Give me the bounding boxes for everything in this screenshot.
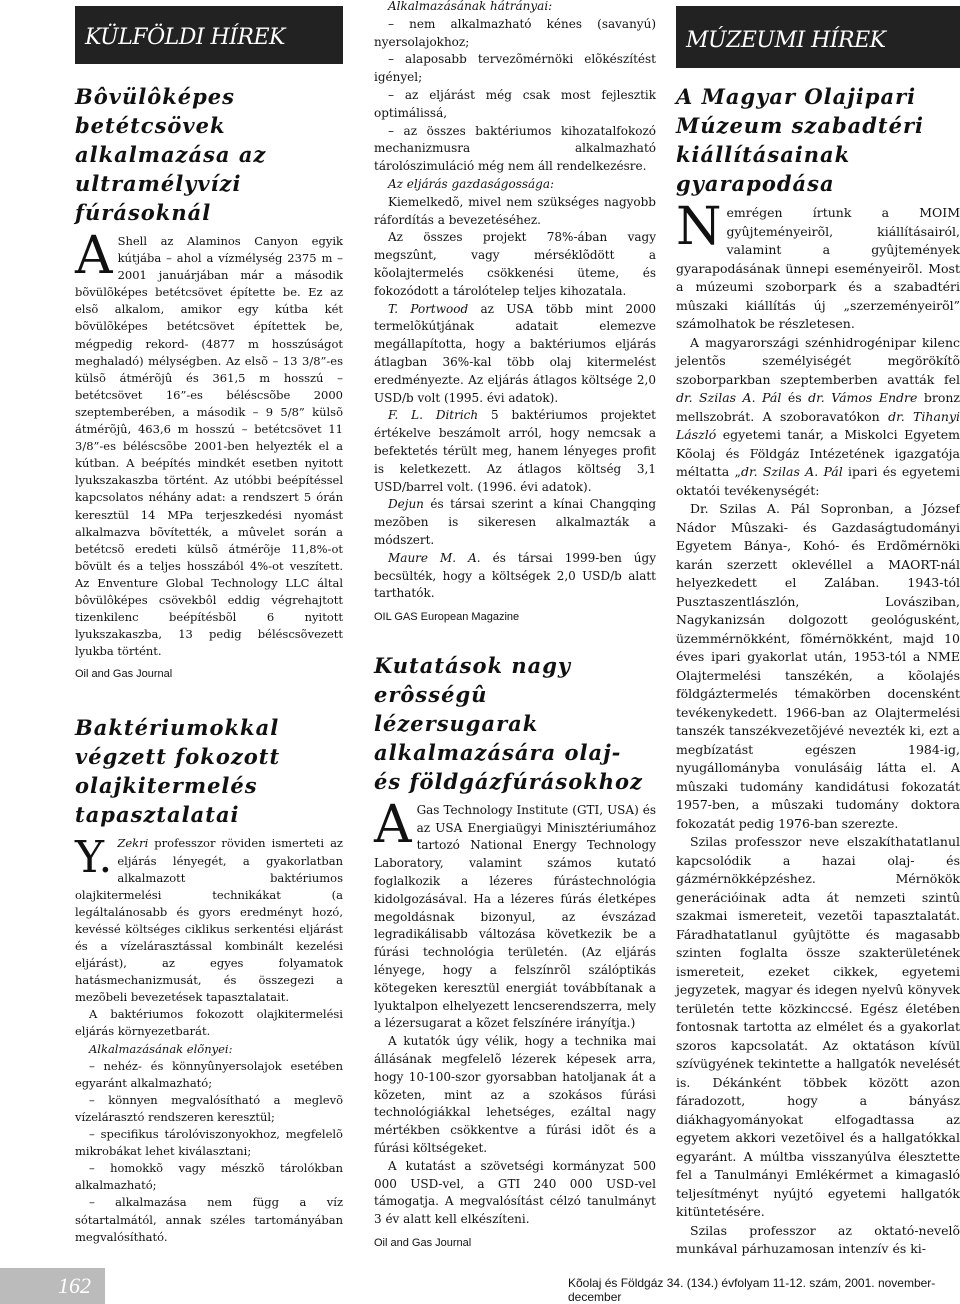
paragraph-text: 5 baktériumos projektet értékelve beszámolt arról, hogy nemcsak a befektetés térült meg, hanem lényeges profit is keletkezett. Az átlagos költség 3,1 USD/barrel volt. (1996. évi adatok). [374, 408, 657, 494]
middle-column [374, 0, 656, 1253]
article-body [374, 794, 656, 1033]
subhead-economy [374, 176, 656, 194]
article-title-expandable-casing: Bôvülôképes betétcsövek alkalmazása az ultramélyvízi fúrásoknál [75, 84, 267, 225]
article-paragraph [374, 407, 656, 496]
section-banner-foreign-news: KÜLFÖLDI HÍREK [75, 6, 343, 64]
article-paragraph: Dr. Szilas A. Pál Sopronban, a József Nádor Mûszaki- és Gazdaságtudományi Egyetem Bánya-, Kohó- és Erdõmérnöki karán szerzett oklevéllel a MAORT-nál helyezkedett el Zalában. 1943-tól Pusztaszentlászlón, Lovásziban, Nagykanizsán dolgozott geológusként, üzemmérnökként, fõmérnökként, majd 10 éves ipari gyakorlat után, 1953-tól a NME Olajtermelési tanszékén, a kõolajés földgáztermelés témakörben docensként tevékenykedett. 1966-ban az Olajtermelési tanszék tanszékvezetõjévé nevezték ki, ezt a megbízatást egészen 1984-ig, nyugállományba vonulásáig látta el. A mûszaki tudomány kandidátusi fokozatát 1957-ben, a mûszaki tudomány doktora fokozatát pedig 1976-ban szerezte. [676, 501, 960, 831]
list-item: – homokkõ vagy mészkõ tárolókban alkalmazható; [75, 1161, 343, 1193]
article-body [676, 197, 960, 334]
person-name: dr. Szilas A. Pál [741, 464, 843, 479]
article-source: Oil and Gas Journal [75, 668, 173, 681]
paragraph-text: és társai 1999-ben úgy becsülték, hogy a költségek 2,0 USD/b alatt tarthatók. [374, 550, 656, 601]
author-name: T. Portwood [388, 301, 469, 316]
subhead-disadvantages [374, 0, 656, 16]
article-title-bacterial-eor: Baktériumokkal végzett fokozott olajkitermelés tapasztalatai [75, 715, 281, 828]
paragraph-text: és társai szerint a kínai Changqing mezõben is sikeresen alkalmazták a módszert. [374, 497, 656, 547]
article-paragraph: Kiemelkedõ, mivel nem szükséges nagyobb ráfordítás a bevezetéséhez. [374, 194, 656, 227]
drop-cap: N [676, 197, 722, 257]
article-body [75, 226, 343, 660]
person-name: dr. Tihanyi László [676, 408, 960, 442]
paragraph-text: egyetemi tanár, a Miskolci Egyetem Kõolaj és Földgáz Intézetének igazgatója méltatta „ [676, 427, 960, 479]
article-source: OIL GAS European Magazine [374, 611, 520, 624]
article-paragraph [676, 334, 960, 501]
list-item: – specifikus tárolóviszonyokhoz, megfelelõ mikrobákat lehet kiválasztani; [75, 1127, 343, 1159]
article-paragraph [374, 550, 656, 603]
article-paragraph [374, 496, 656, 549]
article-paragraph: A kutatók úgy vélik, hogy a technika mai állásának megfelelõ lézerek képesek arra, hogy 10-100-szor gyorsabban hatoljanak át a kõzeten, mint az a szokásos fúrási technológiákkal lehetséges, ezáltal nagy mértékben csökkentve a fúrási idõt és a fúrási költségeket. [374, 1034, 656, 1156]
article-paragraph: emrégen írtunk a MOIM gyûjteményeirõl, kiállításairól, valamint a gyûjtemények gyarapodásának ünnepi eseményeirõl. Most a múzeumi szoborpark és a szabadtéri mûszaki kiállítás új „szerzeményeirõl” számolhatok be részletesen. [676, 205, 960, 331]
subhead-label: Alkalmazásának hátrányai: [388, 0, 553, 13]
article-paragraph: Gas Technology Institute (GTI, USA) és az USA Energiaügyi Minisztériumához tartozó National Energy Technology Laboratory, valamint számos kutató foglalkozik a lézeres fúrástechnológia kidolgozásával. Ha a lézeres fúrás életképes megoldásnak bizonyul, az évszázad legradikálisabb változása következik be a fúrási technológia területén. (Az eljárás lényege, hogy a felszínrõl szálóptikás kötegeken keresztül energiát továbbítanak a lyuktalpon elhelyezett lencserendszerra, mely a lézersugarat a kõzet felszínére irányítja.) [374, 802, 656, 1031]
list-item: – nem alkalmazható kénes (savanyú) nyersolajokhoz; [374, 16, 656, 49]
list-item: – nehéz- és könnyûnyersolajok esetében egyaránt alkalmazható; [75, 1058, 343, 1090]
article-source: Oil and Gas Journal [374, 1237, 472, 1250]
article-title-museum: A Magyar Olajipari Múzeum szabadtéri kiállításainak gyarapodása [676, 84, 925, 196]
article-paragraph: A kutatást a szövetségi kormányzat 500 000 USD-vel, a GTI 240 000 USD-vel támogatja. A megvalósítást célzó tanulmányt 3 év alatt kell elkészíteni. [374, 1158, 656, 1227]
left-column [75, 0, 343, 1246]
list-item: – könnyen megvalósítható a meglevõ vízelárasztó rendszeren keresztül; [75, 1092, 343, 1124]
article-paragraph: Szilas professzor az oktató-nevelõ munkával párhuzamosan intenzív és ki- [676, 1222, 960, 1256]
paragraph-text: és [781, 390, 809, 405]
subhead-advantages [75, 1041, 343, 1058]
article-paragraph [374, 301, 656, 408]
person-name: dr. Szilas A. Pál [676, 390, 782, 405]
article-body [75, 832, 343, 1006]
drop-cap: A [374, 794, 412, 855]
article-paragraph: A baktériumos fokozott olajkitermelési eljárás környezetbarát. [75, 1007, 343, 1039]
section-banner-museum-news: MÚZEUMI HÍREK [676, 6, 960, 68]
subhead-label: Az eljárás gazdaságossága: [388, 176, 555, 191]
list-item: – az összes baktériumos kihozatalfokozó mechanizmusra alkalmazható tárolószimuláció még nem áll rendelkezésre. [374, 123, 656, 174]
page-number: 162 [0, 1268, 105, 1304]
paragraph-text: az USA több mint 2000 termelõkútjának adatait elemezve megállapította, hogy a baktériumos eljárás átlagban 36%-kal több olaj kitermelést eredményezte. Az eljárás átlagos költsége 2,0 USD/b volt (1995. évi adatok). [374, 301, 656, 405]
subhead-label: Alkalmazásának elõnyei: [89, 1041, 233, 1056]
list-item: – alaposabb tervezõmérnöki elõkészítést igényel; [374, 52, 656, 85]
paragraph-text: ipari és egyetemi oktatói tevékenységét: [676, 464, 960, 498]
paragraph-text: A magyarországi szénhidrogénipar kilenc jelentõs személyiségét megörökítõ szoborparkban szeptemberben avatták fel [676, 334, 960, 387]
author-name: Dejun [388, 497, 424, 512]
drop-cap: Y. [75, 832, 113, 884]
drop-cap: A [75, 226, 113, 286]
journal-footer: Kõolaj és Földgáz 34. (134.) évfolyam 11-12. szám, 2001. november-december [568, 1276, 936, 1304]
list-item: – alkalmazása nem függ a víz sótartalmától, annak széles tartományában megvalósítható. [75, 1195, 343, 1244]
author-name: Zekri [117, 836, 149, 851]
article-paragraph: Szilas professzor neve elszakíthatatlanul kapcsolódik a hazai olaj- és gázmérnökképzéshez. Mérnökök generációinak adta át nemzeti szintû szakmai ismereteit, vezetõi tapasztalatát. Fáradhatatlanul gyûjtötte és magasabb szinten foglalta össze szakterületének ismereteit, ezeket cikkek, egyetemi jegyzetek, magyar és idegen nyelvû könyvek területén tette közkinccsé. Egész életében fontosnak tartotta az elmélet és a gyakorlat szoros kapcsolatát. Az oktatáson kívül szívügyének tekintette a hallgatók nevelését is. Dékánként többek között azon fáradozott, hogy a bányász diákhagyományokat elfogadtassa az egyetem akkori vezetõivel és a hallgatókkal egyaránt. A múltba visszanyúlva élesztette fel a Tanulmányi Emlékérmet a kimagasló teljesítményt nyújtó egyetemi hallgatók kitüntetésére. [676, 834, 960, 1219]
list-item: – az eljárást még csak most fejlesztik optimálissá, [374, 87, 656, 120]
article-title-laser-drilling: Kutatások nagy erôsségû lézersugarak alkalmazására olaj- és földgázfúrásokhoz [374, 652, 643, 794]
right-column [676, 0, 960, 1259]
paragraph-text: bronz mellszobrát. A szoboravatókon [676, 390, 960, 424]
author-name: Maure M. A. [388, 550, 481, 565]
article-paragraph: professzor röviden ismerteti az eljárás lényegét, a gyakorlatban alkalmazott baktériumos olajkitermelési technikákat (a legáltalánosabb és gyors eredményt hozó, kevéssé költséges ciklikus serkentési eljárást és a vízelárasztással kombinált kezelési eljárást), az egyes folyamatok hatásmechanizmusát, és összegezi a mezõbeli bevezetések tapasztalatait. [75, 836, 343, 1005]
article-paragraph: Az összes projekt 78%-ában vagy megszûnt, vagy mérséklõdött a kõolajtermelés csökkenési üteme, és fokozódott a tárolótelep teljes kihozatala. [374, 230, 656, 298]
author-name: F. L. Ditrich [388, 408, 479, 423]
person-name: dr. Vámos Endre [808, 390, 918, 405]
article-paragraph: Shell az Alaminos Canyon egyik kútjába – ahol a vízmélység 2375 m – 2001 januárjában már a második bõvülõképes betétcsövet építette be. Ez az elsõ alkalom, amikor egy kútba két bõvülõképes betétcsövet építettek be, mégpedig rekord- (4877 m hosszúságot meghaladó) mélységben. Az elsõ – 13 3/8”-es külsõ átmérõjû és 361,5 m hosszú – betétcsövet 16”-es béléscsõbe 2000 szeptemberében, a második – 9 5/8” külsõ átmérõjû, 463,6 m hosszú – betétcsövet 11 3/8”-es béléscsõbe 2001-ben helyezték el a kútban. A beépítés mindkét esetben nyitott lyukszakaszba történt. Az utóbbi beépítéssel kapcsolatos néhány adat: a rendszert 5 órán keresztül 14 MPa terjeszkedési nyomást alkalmazva bõvítették, a mûvelet során a betétcsõ eredeti külsõ átmérõje 11,8%-ot bõvült és a teljes hosszából 4%-ot veszített. Az Enventure Global Technology LLC által bôvülôképes csövekbôl eddig végrehajtott tizenkilenc beépítésbõl 6 nyitott lyukszakaszba, 13 pedig béléscsõvezett lyukba történt. [75, 234, 343, 659]
